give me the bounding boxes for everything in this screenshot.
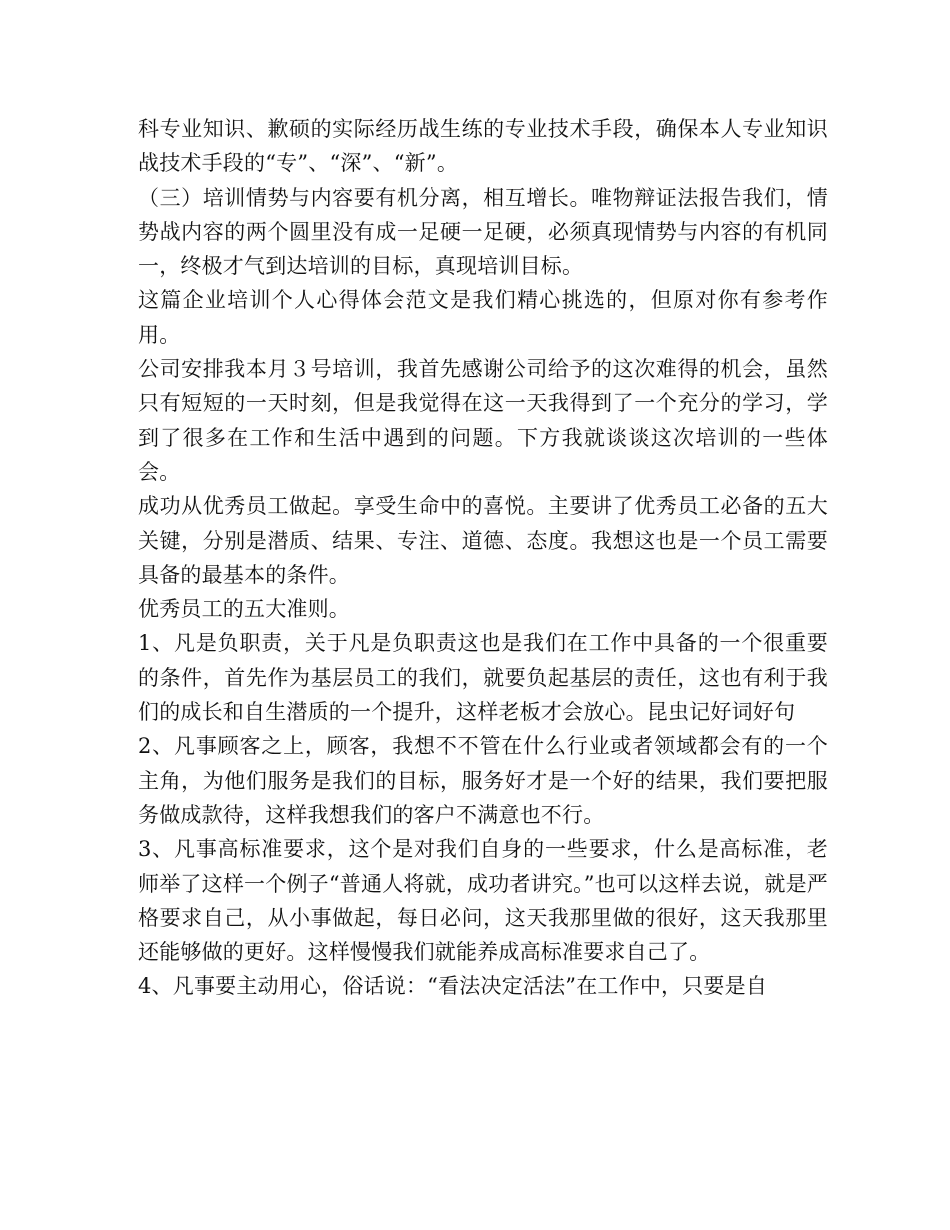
paragraph-essay-note: 这篇企业培训个人心得体会范文是我们精心挑选的，但原对你有参考作用。: [138, 288, 828, 347]
paragraph-principle-1: 1、凡是负职责，关于凡是负职责这也是我们在工作中具备的一个很重要的条件，首先作为基层员工的我们，就要负起基层的责任，这也有利于我们的成长和自生潜质的一个提升，这样老板才会放心。昆虫记好词好句: [138, 631, 828, 725]
paragraph-five-principles-heading: 优秀员工的五大准则。: [138, 597, 350, 622]
paragraph-training-intro: 公司安排我本月３号培训，我首先感谢公司给予的这次难得的机会，虽然只有短短的一天时刻，但是我觉得在这一天我得到了一个充分的学习，学到了很多在工作和生活中遇到的问题。下方我就谈谈这次培训的一些体会。: [138, 357, 828, 484]
paragraph-principle-4: 4、凡事要主动用心，俗话说：“看法决定活法”在工作中，只要是自: [138, 974, 768, 999]
document-body: [138, 112, 828, 1004]
paragraph-professional-knowledge: 科专业知识、歉硕的实际经历战生练的专业技术手段，确保本人专业知识战技术手段的“专”、“深”、“新”。: [138, 117, 828, 176]
paragraph-principle-2: 2、凡事顾客之上，顾客，我想不不管在什么行业或者领域都会有的一个主角，为他们服务是我们的目标，服务好才是一个好的结果，我们要把服务做成款待，这样我想我们的客户不满意也不行。: [138, 734, 828, 827]
paragraph-success-from-employee: 成功从优秀员工做起。享受生命中的喜悦。主要讲了优秀员工必备的五大关键，分别是潜质、结果、专注、道德、态度。我想这也是一个员工需要具备的最基本的条件。: [138, 494, 828, 587]
paragraph-form-and-content: （三）培训情势与内容要有机分离，相互增长。唯物辩证法报告我们，情势战内容的两个圆里没有成一足硬一足硬，必须真现情势与内容的有机同一，终极才气到达培训的目标，真现培训目标。: [138, 185, 828, 279]
paragraph-principle-3: 3、凡事高标准要求，这个是对我们自身的一些要求，什么是高标准，老师举了这样一个例子“普通人将就，成功者讲究。”也可以这样去说，就是严格要求自己，从小事做起，每日必问，这天我那里做的很好，这天我那里还能够做的更好。这样慢慢我们就能养成高标准要求自己了。: [138, 837, 828, 965]
